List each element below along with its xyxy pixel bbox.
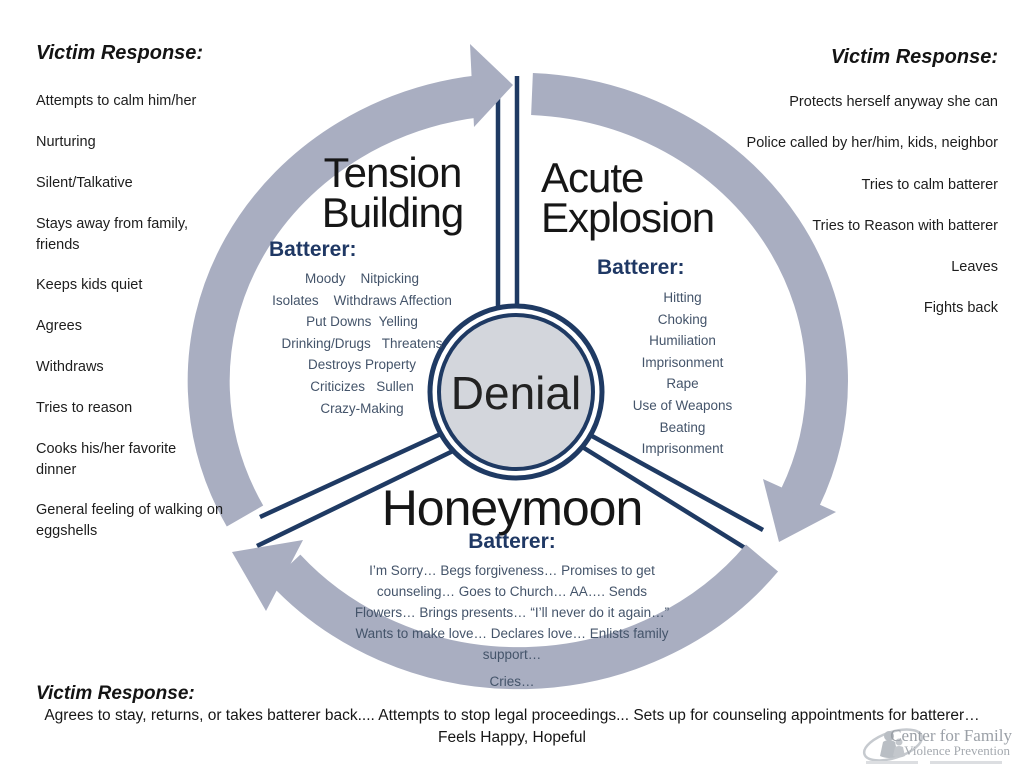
tension-title-line1: Tension — [323, 149, 462, 196]
list-item: Beating — [659, 419, 706, 435]
list-item: Leaves — [951, 259, 998, 275]
victim-response-bottom-line2: Feels Happy, Hopeful — [438, 729, 586, 746]
list-item: Keeps kids quiet — [36, 277, 143, 293]
list-item: Police called by her/him, kids, neighbor — [746, 135, 998, 151]
tension-building-title — [285, 149, 500, 236]
list-item: Destroys Property — [307, 357, 417, 373]
list-item: Silent/Talkative — [36, 175, 133, 191]
tension-batterer-label: Batterer: — [269, 238, 357, 261]
list-item: General feeling of walking on eggshells — [36, 502, 224, 539]
list-item: Humiliation — [649, 333, 716, 349]
list-item: Agrees — [36, 318, 82, 334]
list-item: Tries to reason — [36, 400, 133, 416]
acute-explosion-title — [541, 154, 715, 241]
acute-title-line1: Acute — [541, 154, 644, 201]
list-item: Isolates Withdraws Affection — [272, 292, 452, 308]
list-item: Put Downs Yelling — [306, 314, 418, 330]
list-item: Criticizes Sullen — [310, 378, 414, 394]
denial-label: Denial — [450, 367, 582, 419]
honeymoon-behaviors-text: I’m Sorry… Begs forgiveness… Promises to get counseling… Goes to Church… AA…. Sends Flowers… Brings presents… “I’ll never do it again…” Wants to make love… Declares love… Enlists family support… — [354, 563, 677, 662]
tension-title-line2: Building — [321, 189, 464, 236]
logo-tagline-bar — [866, 761, 918, 764]
honeymoon-behaviors — [347, 560, 677, 689]
list-item: Nurturing — [36, 134, 96, 150]
list-item: Withdraws — [36, 359, 104, 375]
arrow-top-icon — [470, 44, 513, 127]
acute-batterer-label: Batterer: — [597, 256, 685, 279]
list-item: Fights back — [923, 300, 998, 316]
list-item: Moody Nitpicking — [304, 271, 420, 286]
honeymoon-batterer-label: Batterer: — [468, 530, 556, 553]
victim-response-bottom-line1: Agrees to stay, returns, or takes batterer back.... Attempts to stop legal proceedings... Sets up for counseling appointments for batterer… — [44, 707, 980, 724]
list-item: Use of Weapons — [632, 397, 733, 413]
honeymoon-behaviors-text2: Cries… — [489, 674, 535, 689]
list-item: Protects herself anyway she can — [789, 94, 998, 110]
acute-behaviors-list — [600, 287, 765, 460]
list-item: Drinking/Drugs Threatens — [281, 335, 443, 351]
list-item: Stays away from family, friends — [36, 216, 189, 253]
list-item: Crazy-Making — [320, 400, 404, 416]
victim-response-bottom-title: Victim Response: — [36, 683, 195, 704]
logo-tagline-bar — [930, 761, 1002, 764]
honeymoon-title: Honeymoon — [381, 480, 643, 536]
victim-response-left-title: Victim Response: — [36, 42, 204, 64]
list-item: Cooks his/her favorite dinner — [36, 441, 177, 478]
list-item: Tries to calm batterer — [861, 177, 998, 193]
list-item: Attempts to calm him/her — [36, 93, 197, 109]
list-item: Choking — [657, 311, 708, 327]
victim-response-right-title: Victim Response: — [830, 46, 998, 68]
list-item: Rape — [666, 376, 699, 392]
logo-org-name-line1: Center for Family — [890, 726, 1012, 745]
acute-title-line2: Explosion — [541, 194, 715, 241]
list-item: Tries to Reason with batterer — [812, 218, 998, 234]
list-item: Imprisonment — [641, 441, 724, 457]
list-item: Imprisonment — [641, 354, 724, 370]
list-item: Hitting — [663, 290, 702, 305]
logo-org-name-line2: Violence Prevention — [904, 743, 1010, 758]
